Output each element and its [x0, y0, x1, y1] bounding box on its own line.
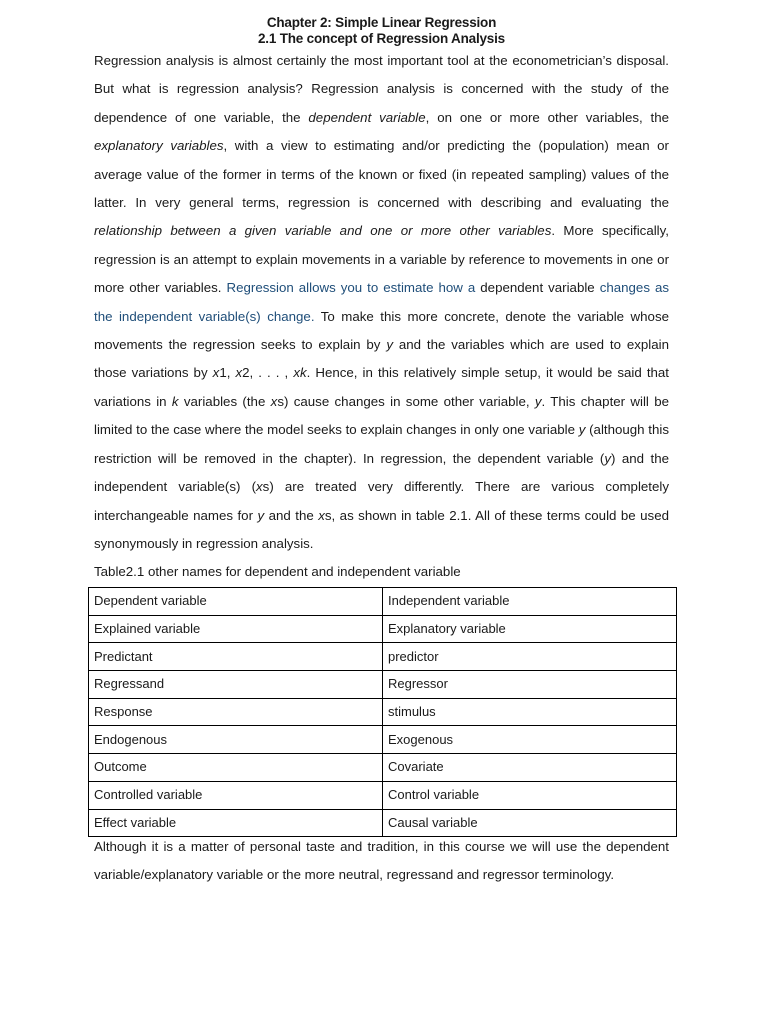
independent-term-cell: Covariate: [383, 754, 677, 782]
table-row: [89, 698, 677, 726]
section-title: 2.1 The concept of Regression Analysis: [258, 31, 505, 46]
independent-term-cell: predictor: [383, 643, 677, 671]
table-row: [89, 726, 677, 754]
dependent-term-cell: Explained variable: [89, 615, 383, 643]
independent-term-cell: Exogenous: [383, 726, 677, 754]
table-row: [89, 588, 677, 616]
dependent-term-cell: Response: [89, 698, 383, 726]
table-caption: Table2.1 other names for dependent and independent variable: [94, 564, 461, 580]
independent-term-cell: stimulus: [383, 698, 677, 726]
dependent-term-cell: Controlled variable: [89, 781, 383, 809]
independent-term-cell: Independent variable: [383, 588, 677, 616]
independent-term-cell: Control variable: [383, 781, 677, 809]
dependent-term-cell: Predictant: [89, 643, 383, 671]
highlighted-text: changes as the independent variable(s) change.: [94, 280, 670, 324]
dependent-term-cell: Effect variable: [89, 809, 383, 837]
variable-names-table: [88, 587, 677, 837]
table-row: [89, 754, 677, 782]
table-row: [89, 615, 677, 643]
closing-paragraph: Although it is a matter of personal taste and tradition, in this course we will use the dependent variable/explanatory variable or the more neutral, regressand and regressor terminology.: [94, 839, 669, 883]
dependent-term-cell: Dependent variable: [89, 588, 383, 616]
dependent-term-cell: Outcome: [89, 754, 383, 782]
independent-term-cell: Causal variable: [383, 809, 677, 837]
independent-term-cell: Explanatory variable: [383, 615, 677, 643]
table-row: [89, 643, 677, 671]
chapter-title: Chapter 2: Simple Linear Regression: [266, 15, 497, 30]
independent-term-cell: Regressor: [383, 671, 677, 699]
dependent-term-cell: Regressand: [89, 671, 383, 699]
intro-paragraph: Regression analysis is almost certainly the most important tool at the econometrician’s disposal. But what is regression analysis? Regression analysis is concerned with the study of the dependence of one variable, the dependent variable, on one or more other variables, the explanatory variables, with a view to estimating and/or predicting the (population) mean or average value of the former in terms of the known or fixed (in repeated sampling) values of the latter. In very general terms, regression is concerned with describing and evaluating the relationship between a given variable and one or more other variables. More specifically, regression is an attempt to explain movements in a variable by reference to movements in one or more other variables. Regression allows you to estimate how a dependent variable changes as the independent variable(s) change. To make this more concrete, denote the variable whose movements the regression seeks to explain by y and the variables which are used to explain those variations by x1, x2, . . . , xk. Hence, in this relatively simple setup, it would be said that variations in k variables (the xs) cause changes in some other variable, y. This chapter will be limited to the case where the model seeks to explain changes in only one variable y (although this restriction will be removed in the chapter). In regression, the dependent variable (y) and the independent variable(s) (xs) are treated very differently. There are various completely interchangeable names for y and the xs, as shown in table 2.1. All of these terms could be used synonymously in regression analysis.: [94, 53, 670, 551]
table-row: [89, 781, 677, 809]
table-row: [89, 671, 677, 699]
document-page: [94, 0, 670, 883]
highlighted-text: Regression allows you to estimate how a: [226, 280, 481, 296]
dependent-term-cell: Endogenous: [89, 726, 383, 754]
